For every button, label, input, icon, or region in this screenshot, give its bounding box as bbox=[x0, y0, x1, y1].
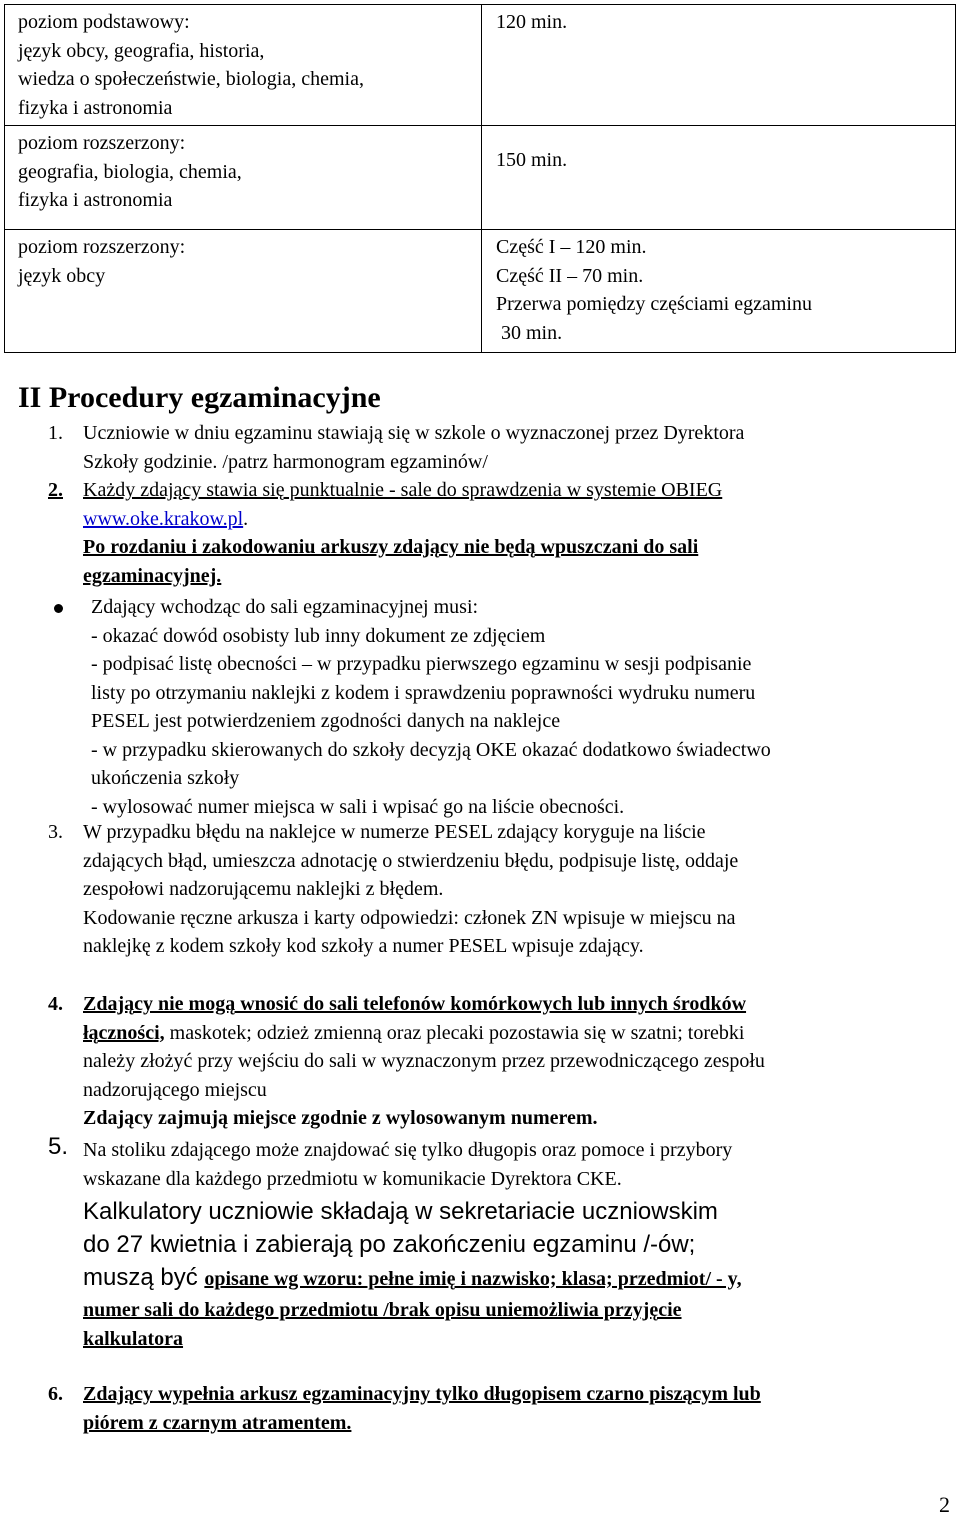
cell-line: Część I – 120 min. bbox=[496, 236, 647, 258]
cell-line: język obcy bbox=[18, 264, 106, 287]
text-line: Szkoły godzinie. /patrz harmonogram egzaminów/ bbox=[83, 450, 488, 473]
text-line bbox=[83, 1019, 953, 1048]
table-cell-duration bbox=[482, 230, 956, 353]
text-fragment: muszą być bbox=[83, 1264, 205, 1291]
item-text bbox=[83, 990, 953, 1133]
bullet-icon bbox=[54, 604, 63, 613]
text-line: Kalkulatory uczniowie składają w sekretariacie uczniowskim bbox=[83, 1198, 718, 1225]
item-text bbox=[83, 476, 953, 590]
item-number: 4. bbox=[48, 993, 63, 1015]
bold-fragment: łączności, bbox=[83, 1021, 165, 1044]
text-line: - podpisać listę obecności – w przypadku pierwszego egzaminu w sesji podpisanie bbox=[91, 653, 752, 675]
item-text bbox=[83, 1380, 953, 1437]
text-line: - w przypadku skierowanych do szkoły decyzją OKE okazać dodatkowo świadectwo bbox=[91, 738, 771, 761]
item-text bbox=[83, 818, 953, 961]
cell-line: poziom rozszerzony: bbox=[18, 236, 186, 258]
cell-line: 150 min. bbox=[496, 149, 568, 171]
text-line: - wylosować numer miejsca w sali i wpisać go na liście obecności. bbox=[91, 795, 625, 818]
text-line: kalkulatora bbox=[83, 1327, 184, 1350]
section-title: II Procedury egzaminacyjne bbox=[18, 381, 381, 414]
item-number: 3. bbox=[48, 821, 63, 843]
table-cell-duration bbox=[482, 126, 956, 230]
text-line: należy złożyć przy wejściu do sali w wyznaczonym przez przewodniczącego zespołu bbox=[83, 1050, 765, 1072]
text-fragment: maskotek; odzież zmienną oraz plecaki pozostawia się w szatni; torebki bbox=[164, 1021, 745, 1044]
text-line bbox=[83, 505, 953, 534]
link-suffix: . bbox=[243, 507, 249, 530]
cell-line: 120 min. bbox=[496, 11, 568, 33]
text-line: do 27 kwietnia i zabierają po zakończeniu egzaminu /-ów; bbox=[83, 1231, 696, 1258]
text-line: nadzorującego miejscu bbox=[83, 1078, 267, 1101]
bullet-text bbox=[91, 593, 771, 821]
text-line: Kodowanie ręczne arkusza i karty odpowiedzi: członek ZN wpisuje w miejscu na bbox=[83, 906, 736, 929]
text-line: Zdający wypełnia arkusz egzaminacyjny tylko długopisem czarno piszącym lub bbox=[83, 1383, 761, 1405]
text-line: W przypadku błędu na naklejce w numerze PESEL zdający koryguje na liście bbox=[83, 821, 706, 843]
cell-line: Przerwa pomiędzy częściami egzaminu bbox=[496, 293, 812, 315]
table-cell-level bbox=[5, 5, 482, 126]
text-line: PESEL jest potwierdzeniem zgodności danych na naklejce bbox=[91, 710, 561, 732]
text-line: listy po otrzymaniu naklejki z kodem i sprawdzeniu poprawności wydruku numeru bbox=[91, 681, 756, 704]
bold-fragment: opisane wg wzoru: pełne imię i nazwisko; klasa; przedmiot/ - y, bbox=[204, 1268, 742, 1290]
cell-line: fizyka i astronomia bbox=[18, 189, 173, 211]
text-line: Zdający wchodząc do sali egzaminacyjnej musi: bbox=[91, 596, 479, 618]
text-line: numer sali do każdego przedmiotu /brak opisu uniemożliwia przyjęcie bbox=[83, 1299, 682, 1321]
text-line: zespołowi nadzorującemu naklejki z błędem. bbox=[83, 878, 444, 900]
item-number: 5. bbox=[48, 1133, 69, 1160]
cell-line: fizyka i astronomia bbox=[18, 96, 173, 119]
cell-line: język obcy, geografia, historia, bbox=[18, 39, 265, 62]
text-line: Na stoliku zdającego może znajdować się tylko długopis oraz pomoce i przybory bbox=[83, 1139, 733, 1161]
text-line: zdających błąd, umieszcza adnotację o stwierdzeniu błędu, podpisuje listę, oddaje bbox=[83, 849, 739, 872]
cell-line: poziom podstawowy: bbox=[18, 11, 190, 33]
text-line: naklejkę z kodem szkoły kod szkoły a numer PESEL wpisuje zdający. bbox=[83, 935, 644, 957]
cell-line: wiedza o społeczeństwie, biologia, chemia, bbox=[18, 68, 364, 90]
table-row bbox=[5, 5, 956, 126]
text-line: Zdający zajmują miejsce zgodnie z wylosowanym numerem. bbox=[83, 1107, 598, 1129]
item-number: 1. bbox=[48, 422, 63, 444]
cell-line: poziom rozszerzony: bbox=[18, 132, 186, 154]
item-number: 6. bbox=[48, 1383, 63, 1405]
text-line: Po rozdaniu i zakodowaniu arkuszy zdający nie będą wpuszczani do sali bbox=[83, 536, 699, 558]
text-line: piórem z czarnym atramentem. bbox=[83, 1411, 352, 1434]
text-line bbox=[83, 1261, 953, 1296]
table-row bbox=[5, 126, 956, 230]
text-line: Każdy zdający stawia się punktualnie - sale do sprawdzenia w systemie OBIEG bbox=[83, 479, 723, 501]
text-line: egzaminacyjnej. bbox=[83, 564, 222, 587]
item-text bbox=[83, 419, 953, 476]
cell-line: geografia, biologia, chemia, bbox=[18, 160, 242, 183]
page-number: 2 bbox=[939, 1492, 950, 1517]
cell-line: Część II – 70 min. bbox=[496, 264, 644, 287]
text-line: wskazane dla każdego przedmiotu w komunikacie Dyrektora CKE. bbox=[83, 1167, 622, 1190]
table-cell-level bbox=[5, 126, 482, 230]
text-line: ukończenia szkoły bbox=[91, 767, 240, 789]
text-line: Zdający nie mogą wnosić do sali telefonów komórkowych lub innych środków bbox=[83, 993, 747, 1015]
table-cell-duration bbox=[482, 5, 956, 126]
item-text bbox=[83, 1136, 953, 1353]
exam-duration-table bbox=[4, 4, 956, 353]
text-line: Uczniowie w dniu egzaminu stawiają się w szkole o wyznaczonej przez Dyrektora bbox=[83, 422, 745, 444]
cell-line: 30 min. bbox=[496, 321, 563, 344]
text-line: - okazać dowód osobisty lub inny dokument ze zdjęciem bbox=[91, 624, 546, 647]
table-cell-level bbox=[5, 230, 482, 353]
oke-link[interactable]: www.oke.krakow.pl bbox=[83, 507, 244, 530]
item-number: 2. bbox=[48, 479, 63, 501]
table-row bbox=[5, 230, 956, 353]
